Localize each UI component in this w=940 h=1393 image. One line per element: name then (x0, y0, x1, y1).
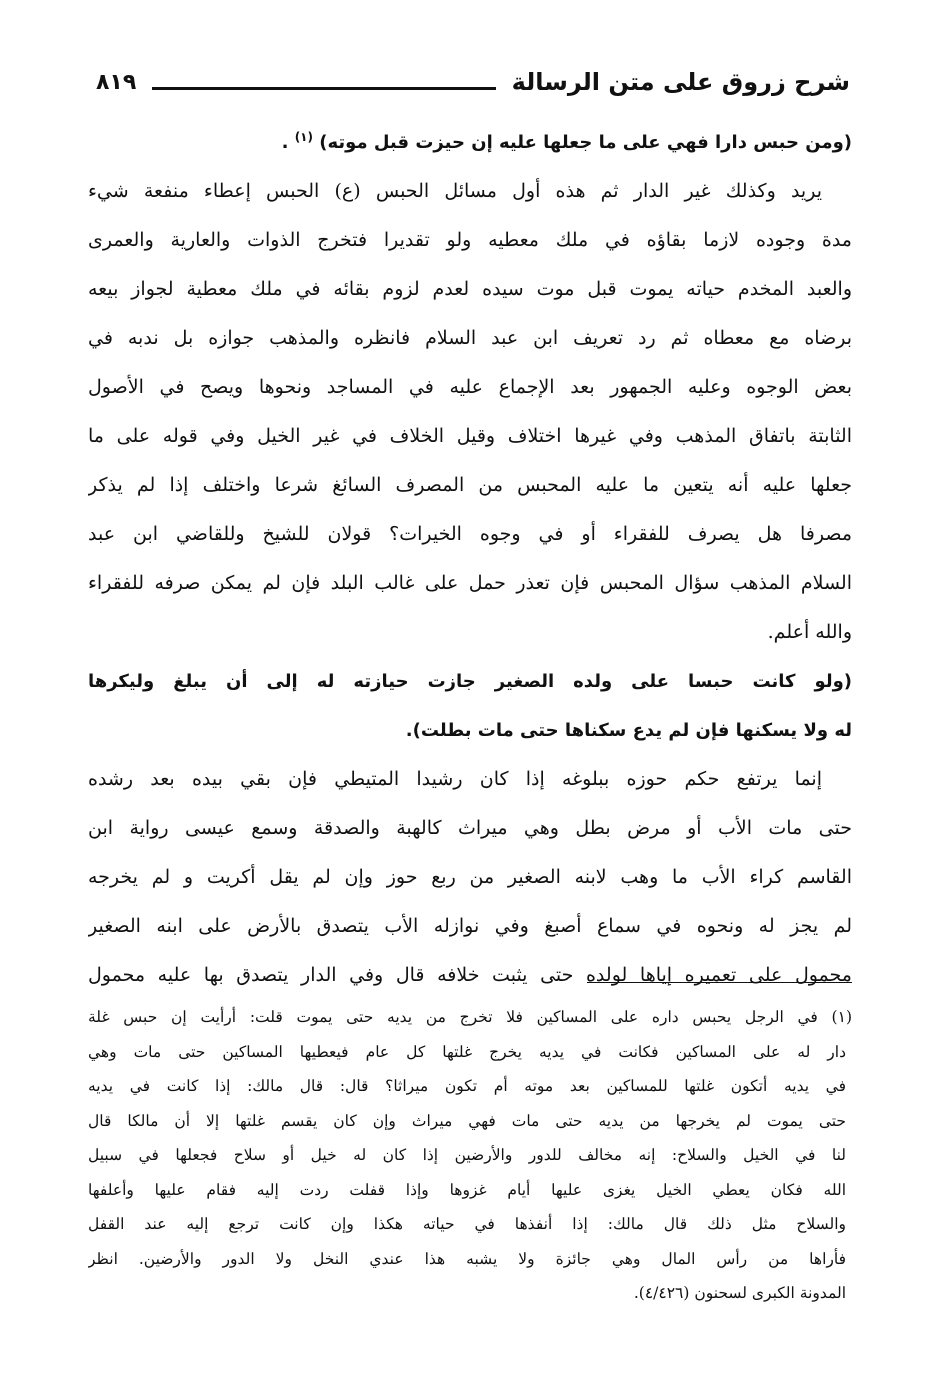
paragraph-line: لم يجز له ونحوه في سماع أصبغ وفي نوازله الأب يتصدق بالأرض على ابنه الصغير (88, 915, 852, 937)
footnote-line: فأراها من رأس المال وهي جائزة ولا يشبه هذا عندي النخل ولا الدور والأرضين. انظر (88, 1249, 846, 1268)
running-header (96, 62, 850, 102)
matn-heading-end: . (281, 132, 289, 153)
paragraph-line: السلام المذهب سؤال المحبس فإن تعذر حمل على غالب البلد فإن لم يمكن صرفه للفقراء (88, 572, 852, 594)
paragraph-line: محمول على تعميره إياها لولده حتى يثبت خلافه قال وفي الدار يتصدق بها عليه محمول (88, 964, 852, 986)
footnote-line: الله فكان يعطي الخيل يغزى عليها أيام غزوها وإذا قفلت ردت إليه فقام عليها وأعلفها (88, 1180, 846, 1199)
paragraph-line: يريد وكذلك غير الدار ثم هذه أول مسائل الحبس (ع) الحبس إعطاء منفعة شيء (88, 180, 822, 202)
footnote-line: (١) في الرجل يحبس داره على المساكين فلا تخرج من يديه حتى يموت قلت: أرأيت إن حبس غلة (88, 1008, 852, 1026)
paragraph-line: القاسم كراء الأب ما وهب لابنه الصغير من ربع حوز وإن لم يقل أكريت و لم يخرجه (88, 866, 852, 888)
paragraph-line: والعبد المخدم حياته يموت قبل موت سيده لعدم لزوم بقائه في ملك معطية لجواز بيعه (88, 278, 852, 300)
matn-heading-text: (ومن حبس دارا فهي على ما جعلها عليه إن حيزت قبل موته) (319, 132, 852, 153)
paragraph-line: والله أعلم. (767, 621, 852, 643)
page-number: ٨١٩ (96, 69, 137, 95)
paragraph-line: جعلها عليه أنه يتعين ما عليه المحبس من المصرف السائغ شرعا واختلف إذا لم يذكر (88, 474, 852, 496)
paragraph-line: إنما يرتفع حكم حوزه ببلوغه إذا كان رشيدا المتيطي فإن بقي بيده بعد رشده (88, 768, 822, 790)
matn-heading-line: له ولا يسكنها فإن لم يدع سكناها حتى مات بطلت). (405, 720, 852, 741)
paragraph-line: مصرفا هل يصرف للفقراء أو في وجوه الخيرات؟ قولان للشيخ وللقاضي ابن عبد (88, 523, 852, 545)
header-rule (152, 87, 495, 90)
book-title: شرح زروق على متن الرسالة (511, 68, 850, 96)
paragraph-line: برضاه مع معطاه ثم رد تعريف ابن عبد السلام فانظره والمذهب جوازه بل ندبه في (88, 327, 852, 349)
footnotes (88, 1000, 852, 1311)
footnote-line: في يديه أتكون غلتها للمساكين بعد موته أم تكون ميراثا؟ قال: قال مالك: إذا كانت في يديه (88, 1077, 846, 1095)
footnote-marker: (١) (294, 130, 313, 144)
footnote-line: لنا في الخيل والسلاح: إنه مخالف للدور والأرضين إذا كان له خيل أو سلاح فجعلها في سبيل (88, 1146, 846, 1164)
footnote-divider (587, 982, 852, 983)
matn-heading-line: (ولو كانت حبسا على ولده الصغير جازت حيازته له إلى أن يبلغ وليكرها (88, 671, 852, 692)
paragraph-line: مدة وجوده لازما بقاؤه في ملك معطيه ولو تقديرا فتخرج الذوات والعارية والعمرى (88, 229, 852, 251)
paragraph-line: حتى مات الأب أو مرض بطل وهي ميراث كالهبة والصدقة وسمع عيسى رواية ابن (88, 817, 852, 839)
paragraph-line: الثابتة باتفاق المذهب وفي غيرها اختلاف وقيل الخلاف في غير الخيل وفي قوله على ما (88, 425, 852, 447)
matn-heading (88, 118, 852, 167)
footnote-line: المدونة الكبرى لسحنون (٤/٤٢٦). (633, 1284, 846, 1302)
main-text (88, 118, 852, 1000)
paragraph-line: بعض الوجوه وعليه الجمهور بعد الإجماع عليه في المساجد ونحوها ويصح في الأصول (88, 376, 852, 398)
footnote-line: حتى يموت لم يخرجها من يديه حتى مات فهي ميراث وإن كان يقسم غلتها إلا أن مالكا قال (88, 1111, 846, 1130)
footnote-line: والسلاح مثل ذلك قال مالك: إذا أنفذها في حياته هكذا وإن كانت ترجع إليه عند القفل (88, 1215, 846, 1233)
footnote-line: دار له على المساكين فكانت في يديه يخرج غلتها كل عام فيعطيها المساكين حتى مات وهي (88, 1042, 847, 1061)
